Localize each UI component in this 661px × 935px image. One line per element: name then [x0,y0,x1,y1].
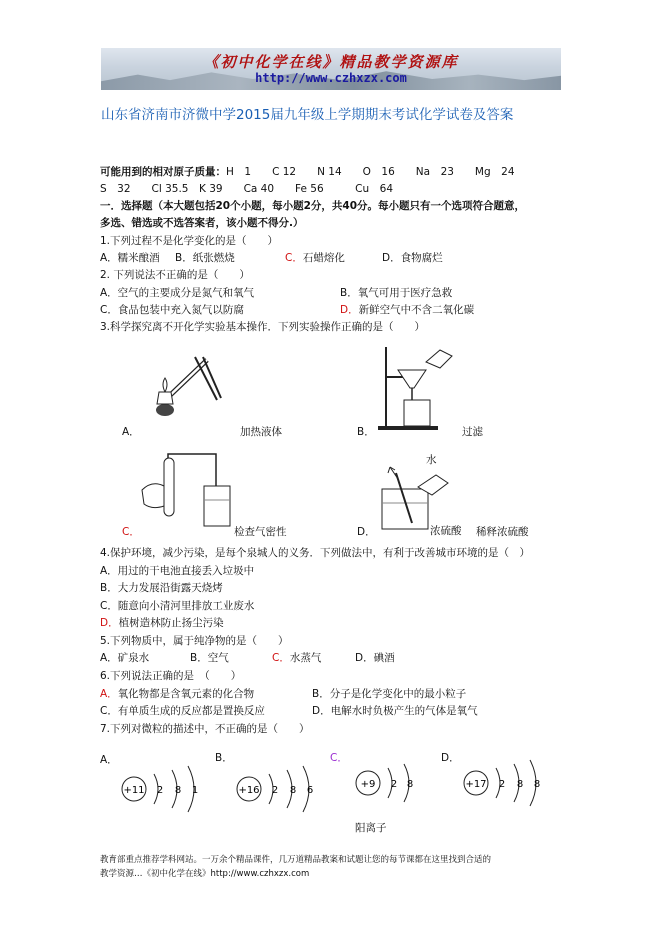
q2-option-d-text: 新鲜空气中不含二氧化碳 [358,304,475,316]
atom-structure-c [352,756,422,810]
q1-option-b: B．纸张燃烧 [175,252,235,264]
shell-a-3: 1 [191,785,199,796]
water-label: 水 [426,454,437,466]
shell-c-2: 8 [406,779,414,790]
q2-option-d [340,302,474,317]
atomic-mass-label: 可能用到的相对原子质量： [100,166,226,178]
q2-option-c: C．食品包装中充入氮气以防腐 [100,304,244,316]
q6-option-c: C．有单质生成的反应都是置换反应 [100,705,265,717]
q6-option-d: D．电解水时负极产生的气体是氧气 [312,705,478,717]
q3-answer-letter: C． [122,526,140,538]
q7-stem: 7.下列对微粒的描述中，不正确的是（ ） [100,723,310,735]
atom-structure-d [460,756,550,810]
q6-option-a [100,686,254,701]
q1-answer-letter: C． [285,252,303,264]
footer-line-2: 教学资源…《初中化学在线》http://www.czhxzx.com [100,869,310,879]
section-instruction-1: 一．选择题（本大题包括20个小题，每小题2分，共40分。每小题只有一个选项符合题意， [100,200,526,212]
q1-options [100,250,443,265]
heating-liquid-illustration [145,352,225,422]
footer-line-1: 教育部重点推荐学科网站。一万余个精品课件，几万道精品教案和试题让您的每节课都在这里找到合适的 [100,855,492,865]
shell-b-1: 2 [271,785,279,796]
q2-stem: 2. 下列说法不正确的是（ ） [100,269,250,281]
shell-d-2: 8 [516,779,524,790]
shell-b-3: 6 [306,785,314,796]
banner-title: 《初中化学在线》精品教学资源库 [203,53,459,71]
airtightness-check-illustration [138,450,238,530]
acid-label: 浓硫酸 [430,525,462,537]
q3-stem: 3.科学探究离不开化学实验基本操作．下列实验操作正确的是（ ） [100,321,426,333]
q6-option-a-text: 氧化物都是含氧元素的化合物 [117,688,255,700]
q2-option-a: A．空气的主要成分是氮气和氧气 [100,287,255,299]
q3-option-b-letter: B． [357,426,375,438]
q7-answer-letter: C． [330,752,348,764]
q3-option-a-label: 加热液体 [240,426,282,438]
shell-d-1: 2 [498,779,506,790]
q7-option-c-caption: 阳离子 [355,822,387,834]
q4-answer-letter: D． [100,617,119,629]
q4-option-d-text: 植树造林防止扬尘污染 [118,617,224,629]
atomic-mass-row-1 [100,164,515,179]
atom-structure-b [233,762,323,816]
nucleus-charge-d: +17 [465,779,487,790]
nucleus-charge-b: +16 [238,785,260,796]
q6-option-b: B．分子是化学变化中的最小粒子 [312,688,467,700]
section-instruction-2: 多选、错选或不选答案者，该小题不得分.） [100,217,304,229]
q3-option-c-letter [122,524,140,539]
q7-option-b-letter: B． [215,752,233,764]
q5-stem: 5.下列物质中，属于纯净物的是（ ） [100,635,289,647]
q1-option-c-text: 石蜡熔化 [302,252,345,264]
shell-c-1: 2 [390,779,398,790]
atom-structure-a [118,762,208,816]
q5-option-b: B．空气 [190,652,229,664]
document-title: 山东省济南市济微中学2015届九年级上学期期末考试化学试卷及答案 [101,107,514,123]
q6-stem: 6.下列说法正确的是 （ ） [100,670,242,682]
nucleus-charge-a: +11 [123,785,145,796]
q2-option-b: B．氧气可用于医疗急救 [340,287,453,299]
filtration-illustration [378,342,458,432]
q7-option-c-letter [330,750,348,765]
q4-stem: 4.保护环境，减少污染，是每个泉城人的义务．下列做法中，有利于改善城市环境的是（ ） [100,547,531,559]
q3-option-a-letter: A． [122,426,140,438]
q5-options [100,650,395,665]
q5-option-c-text: 水蒸气 [289,652,322,664]
dilute-acid-illustration [378,453,458,533]
shell-b-2: 8 [289,785,297,796]
q4-option-c: C．随意向小清河里排放工业废水 [100,600,255,612]
q5-option-c [272,650,321,665]
atomic-mass-row-2: S 32 Cl 35.5 K 39 Ca 40 Fe 56 Cu 64 [100,183,394,195]
q6-answer-letter: A． [100,688,118,700]
q1-option-d: D．食物腐烂 [382,252,443,264]
shell-a-2: 8 [174,785,182,796]
q5-option-a: A．矿泉水 [100,652,150,664]
q1-stem: 1.下列过程不是化学变化的是（ ） [100,235,279,247]
q3-option-d-letter: D． [357,526,376,538]
q1-option-c [285,250,345,265]
q3-option-d-label: 稀释浓硫酸 [476,526,529,538]
shell-a-1: 2 [156,785,164,796]
q5-option-d: D．碘酒 [355,652,395,664]
atomic-mass-values-1: H 1 C 12 N 14 O 16 Na 23 Mg 24 [226,166,515,178]
q3-option-b-label: 过滤 [462,426,483,438]
nucleus-charge-c: +9 [360,779,376,790]
q2-answer-letter: D． [340,304,359,316]
q3-option-c-label: 检查气密性 [234,526,287,538]
q4-option-a: A．用过的干电池直接丢入垃圾中 [100,565,255,577]
shell-d-3: 8 [533,779,541,790]
q1-option-a: A．糯米酿酒 [100,252,160,264]
page-footer [100,853,570,881]
q4-option-b: B．大力发展沿街露天烧烤 [100,582,223,594]
header-banner [101,48,561,90]
q7-option-a-letter: A． [100,754,118,766]
banner-url: http://www.czhxzx.com [255,71,407,85]
q4-option-d [100,615,224,630]
q7-option-d-letter: D． [441,752,460,764]
q5-answer-letter: C． [272,652,290,664]
